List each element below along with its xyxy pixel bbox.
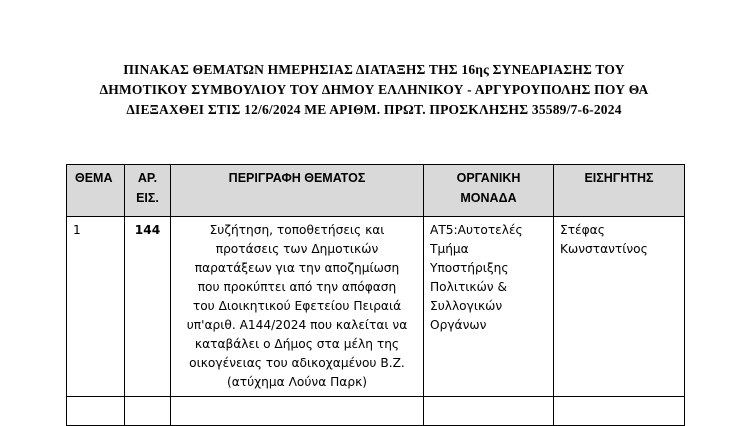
title-line-1: ΠΙΝΑΚΑΣ ΘΕΜΑΤΩΝ ΗΜΕΡΗΣΙΑΣ ΔΙΑΤΑΞΗΣ ΤΗΣ 16ης ΣΥΝΕΔΡΙΑΣΗΣ ΤΟΥ [123,62,625,77]
header-perigrafi: ΠΕΡΙΓΡΑΦΗ ΘΕΜΑΤΟΣ [171,165,424,217]
agenda-table [66,164,685,426]
header-ar-eis: ΑΡ. ΕΙΣ. [125,165,171,217]
header-eisigitis: ΕΙΣΗΓΗΤΗΣ [554,165,685,217]
table-header-row [67,165,685,217]
cell-eisigitis: Στέφας Κωνσταντίνος [554,217,685,397]
cell-ar-eis: 144 [125,217,171,397]
title-line-3: ΔΙΕΞΑΧΘΕΙ ΣΤΙΣ 12/6/2024 ΜΕ ΑΡΙΘΜ. ΠΡΩΤ. ΠΡΟΣΚΛΗΣΗΣ 35589/7-6-2024 [126,102,622,117]
header-organiki-monada: ΟΡΓΑΝΙΚΗ ΜΟΝΑΔΑ [424,165,554,217]
cell-organiki-monada: ΑΤ5:Αυτοτελές Τμήμα Υποστήριξης Πολιτικών & Συλλογικών Οργάνων [424,217,554,397]
cell-thema: 1 [67,217,125,397]
title-line-2: ΔΗΜΟΤΙΚΟΥ ΣΥΜΒΟΥΛΙΟΥ ΤΟΥ ΔΗΜΟΥ ΕΛΛΗΝΙΚΟΥ - ΑΡΓΥΡΟΥΠΟΛΗΣ ΠΟΥ ΘΑ [99,82,649,97]
header-thema: ΘΕΜΑ [67,165,125,217]
table-row [67,217,685,397]
cell-description: Συζήτηση, τοποθετήσεις και προτάσεις των Δημοτικών παρατάξεων για την αποζημίωση που προκύπτει από την απόφαση του Διοικητικού Εφετείου Πειραιά υπ'αριθ. Α144/2024 που καλείται να καταβάλει ο Δήμος στα μέλη της οικογένειας του αδικοχαμένου Β.Ζ. (ατύχημα Λούνα Παρκ) [171,217,424,397]
document-title [40,60,708,120]
table-row [67,397,685,426]
